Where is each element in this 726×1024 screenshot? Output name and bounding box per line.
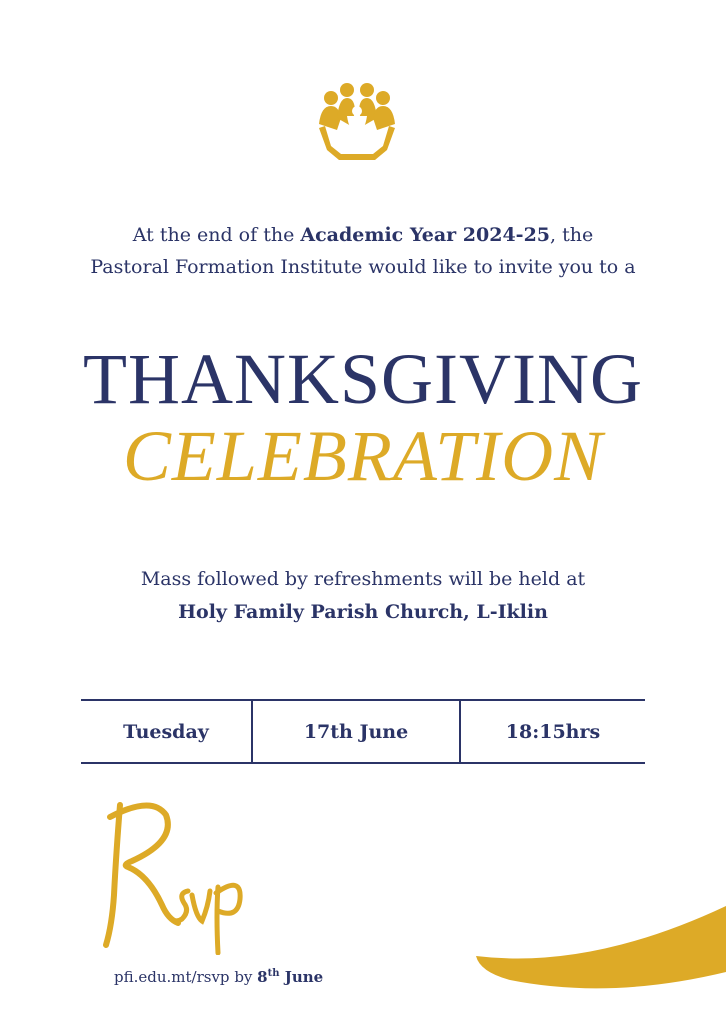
rsvp-deadline-suffix: th — [267, 968, 280, 979]
rsvp-deadline-day: 8 — [257, 968, 268, 986]
academic-year: Academic Year 2024-25 — [300, 224, 551, 246]
pfi-logo-icon — [309, 78, 405, 164]
decorative-swoosh — [470, 900, 726, 1000]
event-details-row — [81, 699, 645, 764]
venue-location: Holy Family Parish Church, L-Iklin — [178, 601, 548, 623]
venue-text — [0, 563, 726, 629]
intro-line-1 — [0, 219, 726, 251]
intro-pre: At the end of the — [132, 224, 301, 246]
event-time: 18:15hrs — [505, 720, 601, 743]
intro-post: , the — [550, 224, 594, 246]
intro-line-2: Pastoral Formation Institute would like to invite you to a — [90, 256, 636, 278]
rsvp-deadline-month: June — [279, 968, 324, 986]
rsvp-instructions — [114, 968, 323, 986]
event-date: 17th June — [253, 701, 461, 762]
event-day: Tuesday — [81, 701, 253, 762]
intro-text — [0, 219, 726, 283]
rsvp-by: by — [229, 968, 258, 986]
title-celebration: CELEBRATION — [122, 416, 604, 496]
venue-line-1: Mass followed by refreshments will be held at — [140, 568, 586, 590]
title-thanksgiving: THANKSGIVING — [83, 339, 643, 419]
rsvp-script-graphic — [92, 795, 252, 955]
rsvp-link[interactable]: pfi.edu.mt/rsvp — [114, 968, 230, 986]
